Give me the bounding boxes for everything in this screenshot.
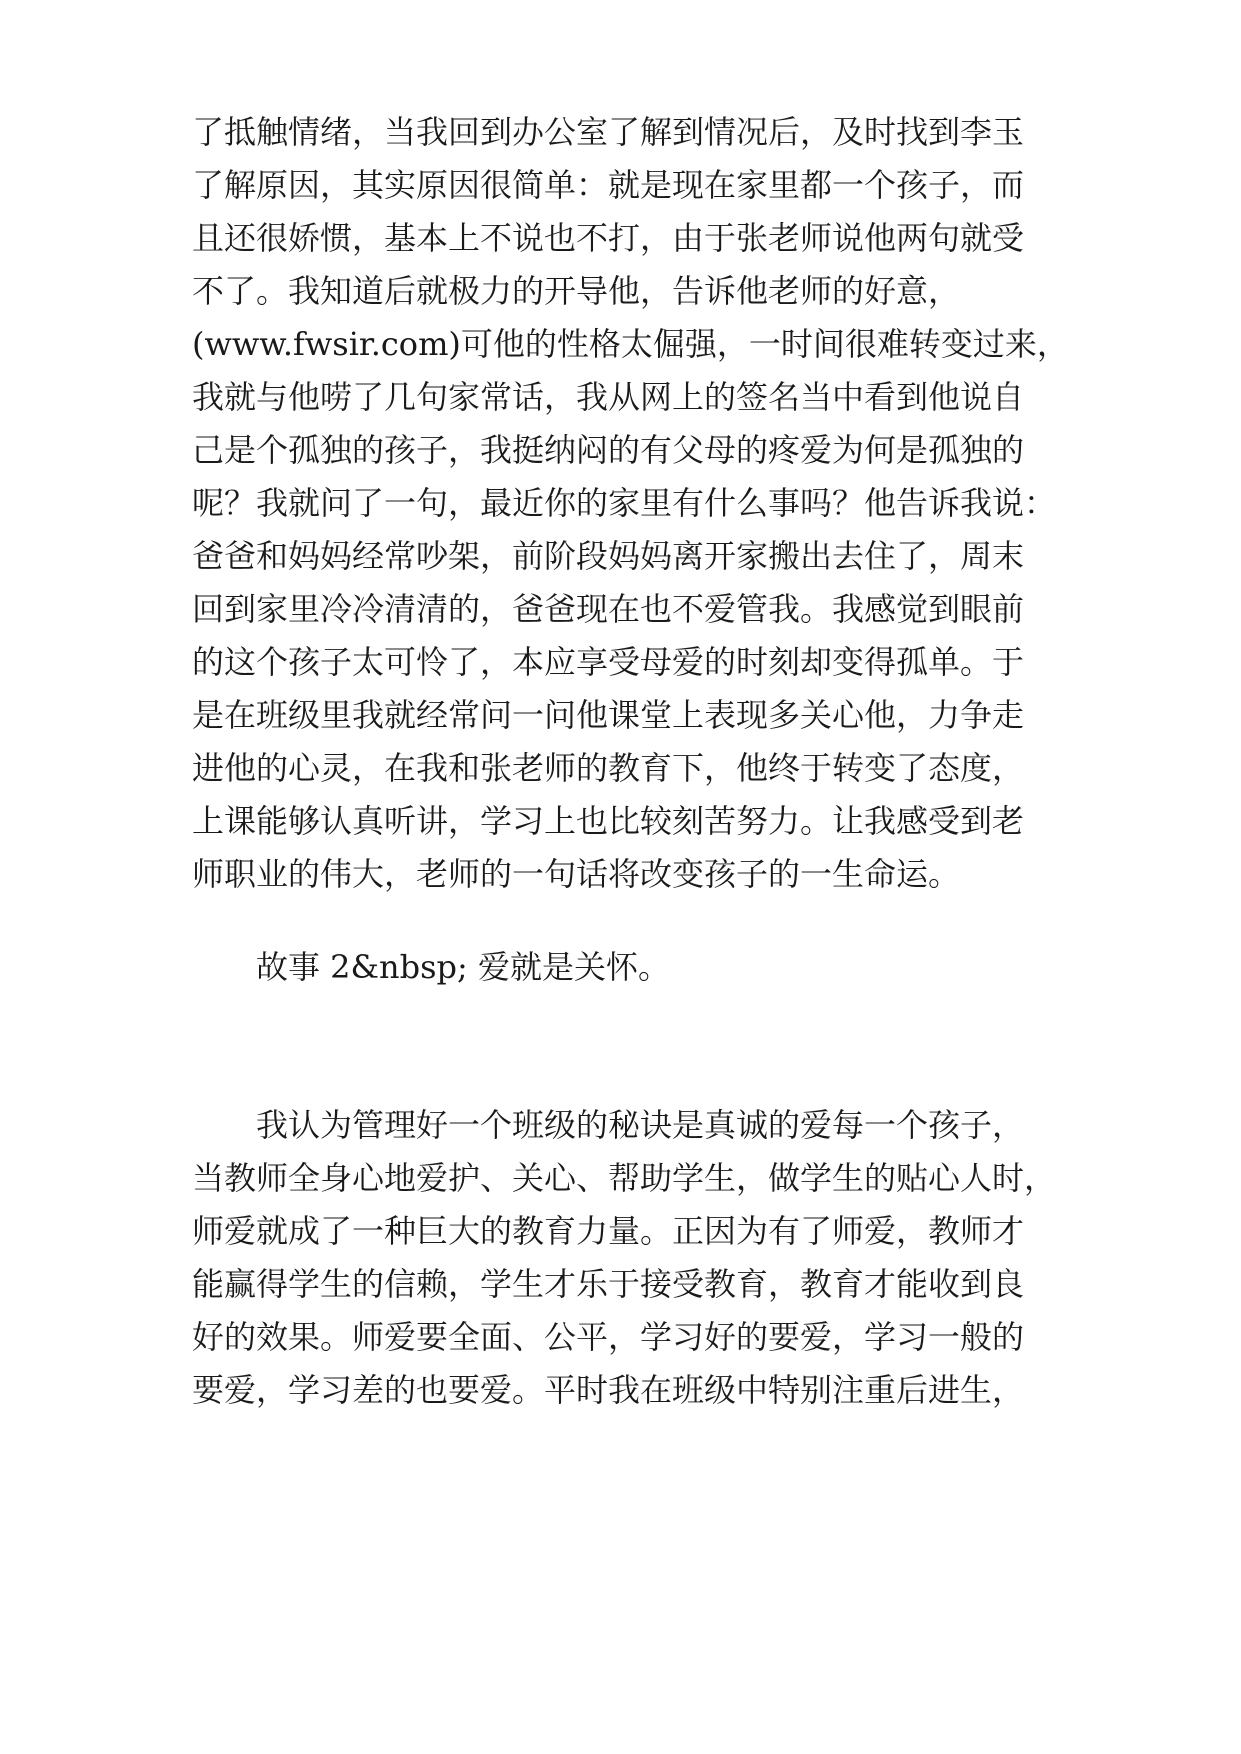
text-line: (www.fwsir.com)可他的性格太倔强，一时间很难转变过来，: [192, 325, 1069, 363]
text-line: 是在班级里我就经常问一问他课堂上表现多关心他，力争走: [192, 696, 1025, 734]
text-line: 师职业的伟大，老师的一句话将改变孩子的一生命运。: [192, 855, 961, 893]
text-line: 了解原因，其实原因很简单：就是现在家里都一个孩子，而: [192, 166, 1025, 204]
text-line: 呢？我就问了一句，最近你的家里有什么事吗？他告诉我说：: [192, 484, 1057, 522]
text-line: 回到家里冷冷清清的，爸爸现在也不爱管我。我感觉到眼前: [192, 590, 1025, 628]
text-line: 了抵触情绪，当我回到办公室了解到情况后，及时找到李玉: [192, 113, 1025, 151]
text-line: 且还很娇惯，基本上不说也不打，由于张老师说他两句就受: [192, 219, 1025, 257]
text-line: 我认为管理好一个班级的秘诀是真诚的爱每一个孩子，: [256, 1106, 1025, 1144]
story-2-heading: 故事 2&nbsp; 爱就是关怀。: [256, 948, 670, 986]
text-line: 的这个孩子太可怜了，本应享受母爱的时刻却变得孤单。于: [192, 643, 1025, 681]
text-line: 能赢得学生的信赖，学生才乐于接受教育，教育才能收到良: [192, 1265, 1025, 1303]
text-line: 进他的心灵，在我和张老师的教育下，他终于转变了态度，: [192, 749, 1025, 787]
text-line: 上课能够认真听讲，学习上也比较刻苦努力。让我感受到老: [192, 802, 1025, 840]
text-line: 当教师全身心地爱护、关心、帮助学生，做学生的贴心人时，: [192, 1159, 1057, 1197]
text-line: 爸爸和妈妈经常吵架，前阶段妈妈离开家搬出去住了，周末: [192, 537, 1025, 575]
text-line: 好的效果。师爱要全面、公平，学习好的要爱，学习一般的: [192, 1318, 1025, 1356]
text-line: 我就与他唠了几句家常话，我从网上的签名当中看到他说自: [192, 378, 1025, 416]
text-line: 不了。我知道后就极力的开导他，告诉他老师的好意，: [192, 272, 961, 310]
text-line: 师爱就成了一种巨大的教育力量。正因为有了师爱，教师才: [192, 1212, 1025, 1250]
text-line: 己是个孤独的孩子，我挺纳闷的有父母的疼爱为何是孤独的: [192, 431, 1025, 469]
text-line: 要爱，学习差的也要爱。平时我在班级中特别注重后进生，: [192, 1371, 1025, 1409]
